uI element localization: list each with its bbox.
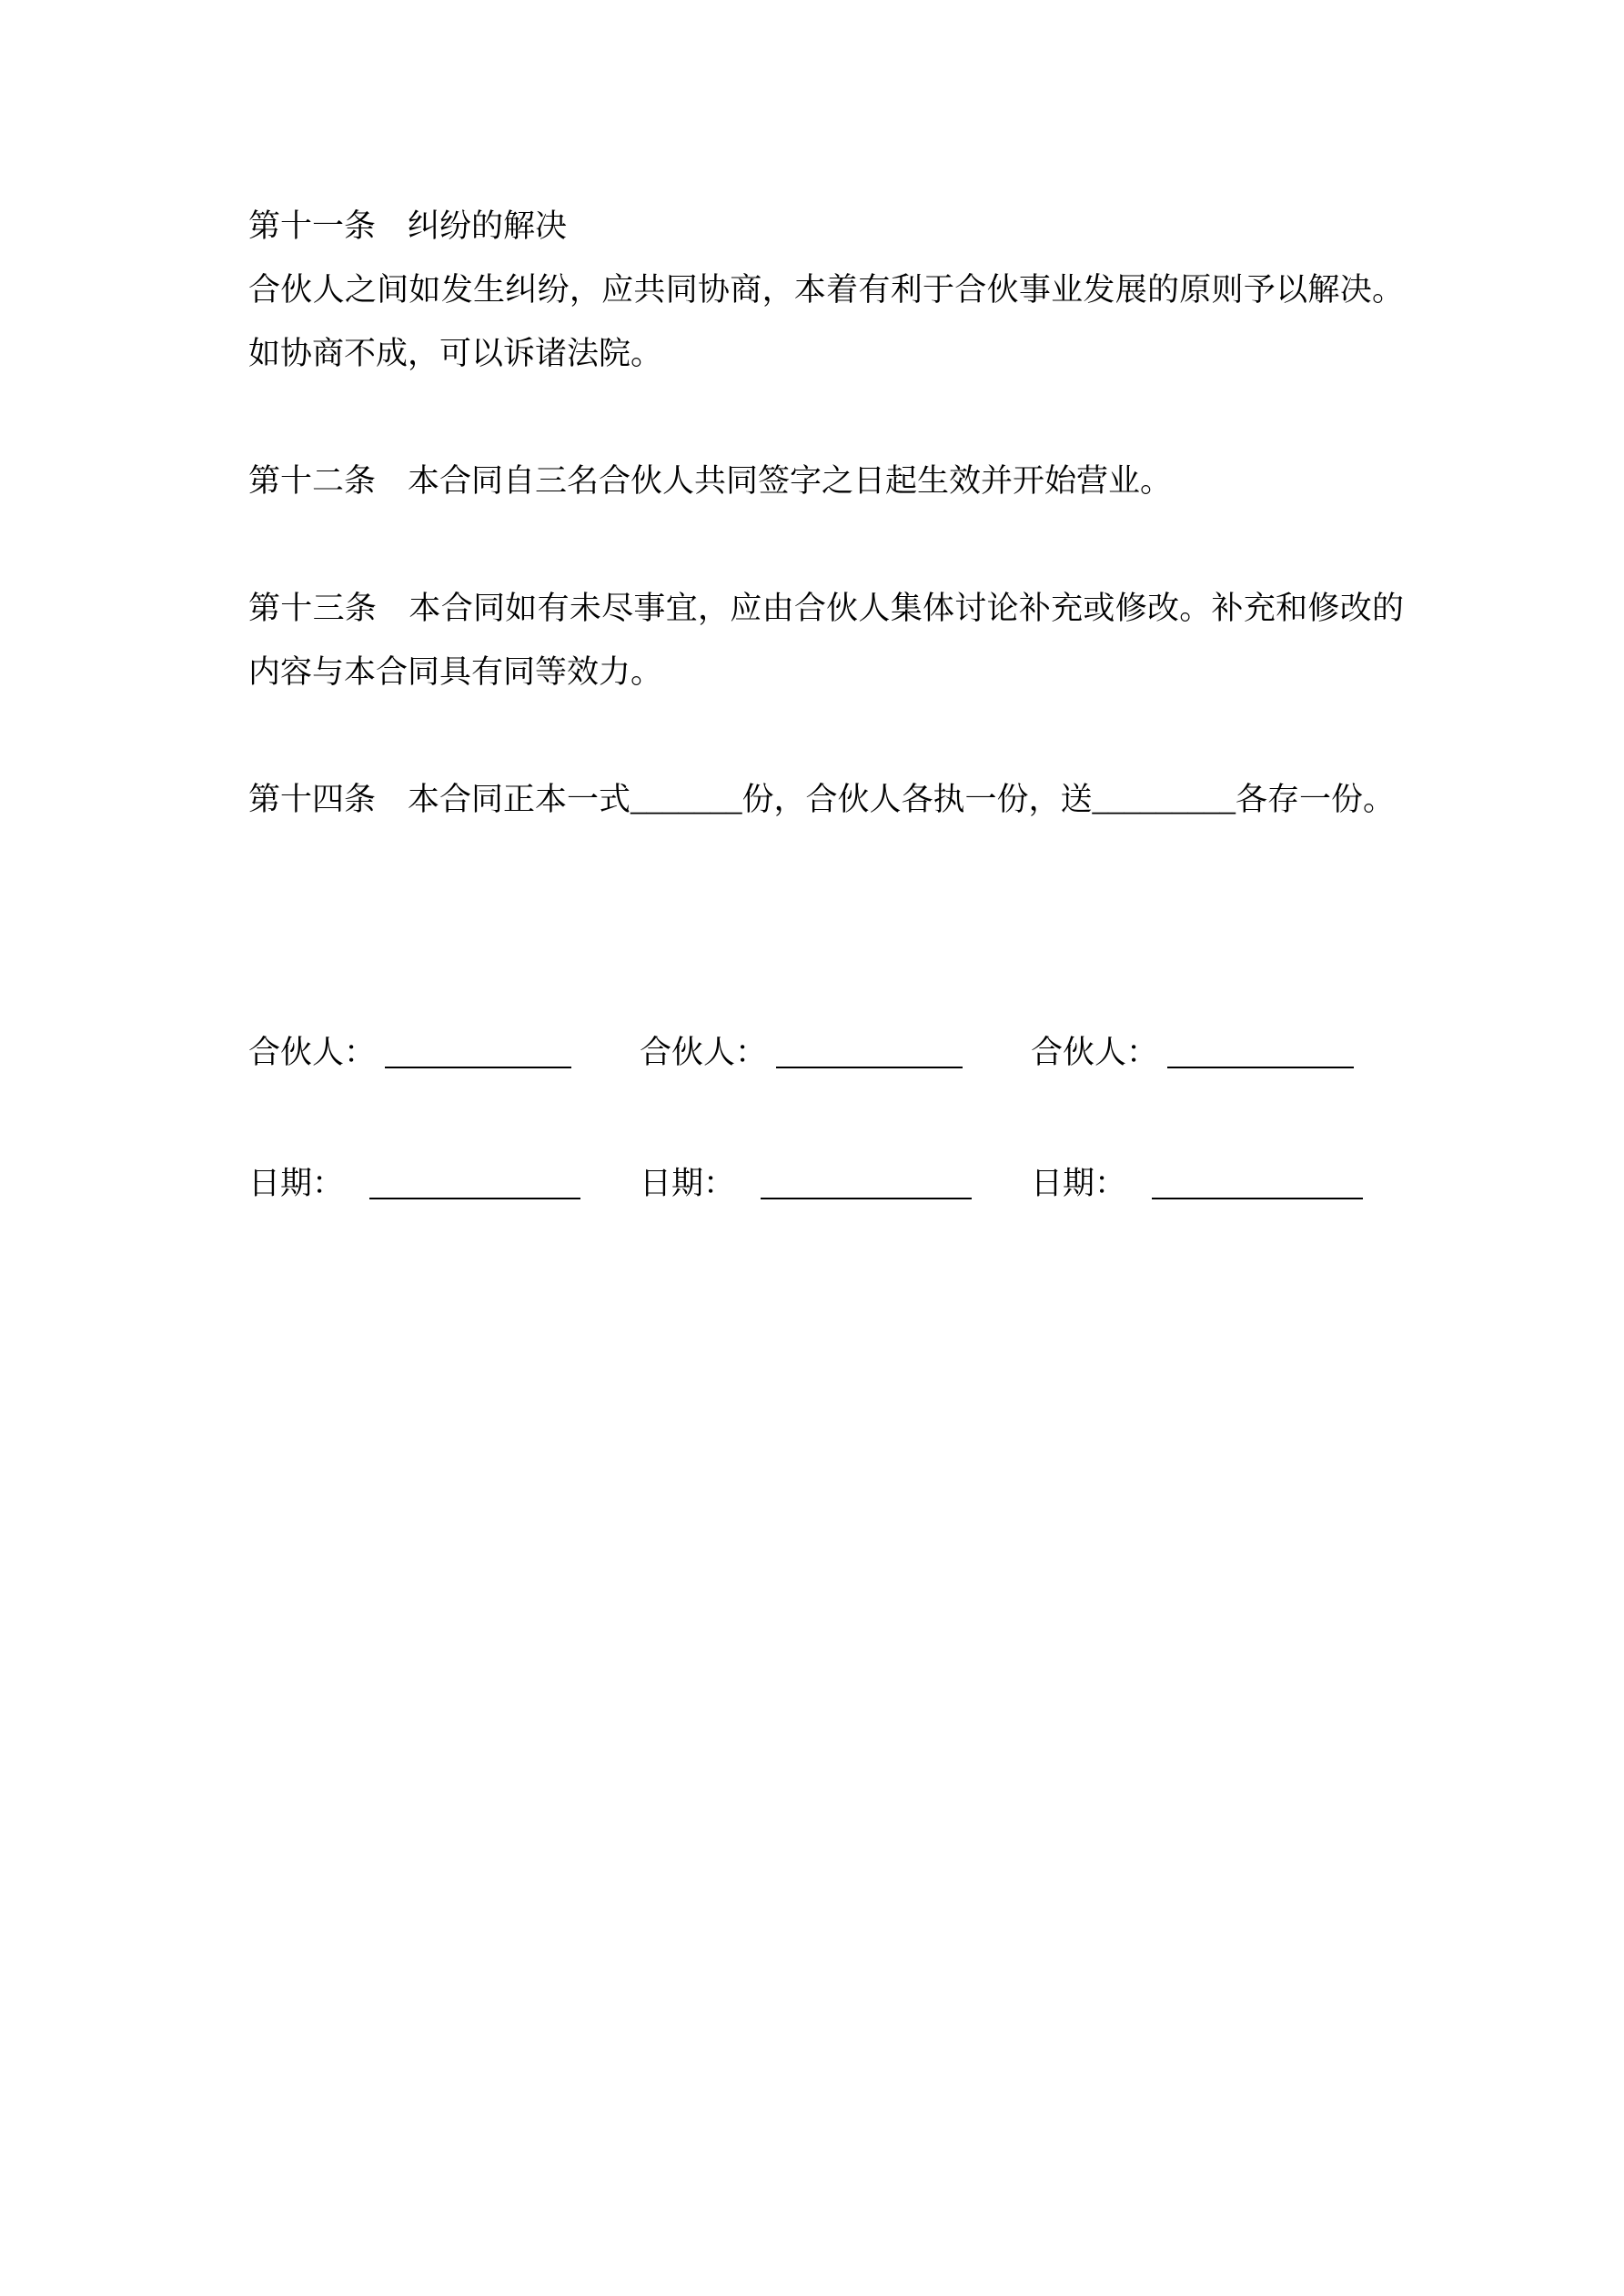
- date-blank-1: [369, 1198, 580, 1199]
- partner-label-1: 合伙人：: [248, 1035, 377, 1070]
- partner-label-3: 合伙人：: [1031, 1035, 1159, 1070]
- article-11: [248, 195, 1404, 386]
- date-blank-3: [1152, 1198, 1363, 1199]
- date-blank-2: [761, 1198, 972, 1199]
- partner-signature-1: [248, 1030, 640, 1076]
- article-12-body: 第十二条 本合同自三名合伙人共同签字之日起生效并开始营业。: [248, 463, 1173, 499]
- date-3: [1031, 1161, 1422, 1207]
- date-2: [640, 1161, 1031, 1207]
- date-1: [248, 1161, 640, 1207]
- date-label-2: 日期：: [640, 1166, 736, 1201]
- partner-signature-3: [1031, 1030, 1422, 1076]
- partner-label-2: 合伙人：: [640, 1035, 768, 1070]
- date-label-1: 日期：: [248, 1166, 345, 1201]
- article-13-body: 第十三条 本合同如有未尽事宜，应由合伙人集体讨论补充或修改。补充和修改的内容与本合同具有同等效力。: [248, 591, 1404, 690]
- partner-signature-blank-3: [1167, 1067, 1354, 1068]
- partner-signature-blank-2: [776, 1067, 963, 1068]
- article-14: [248, 768, 1404, 832]
- date-label-3: 日期：: [1031, 1166, 1127, 1201]
- date-row: [248, 1161, 1404, 1207]
- partner-signature-2: [640, 1030, 1031, 1076]
- article-13: [248, 577, 1404, 704]
- article-11-body: 合伙人之间如发生纠纷，应共同协商，本着有利于合伙事业发展的原则予以解决。如协商不成，可以诉诸法院。: [248, 272, 1404, 371]
- article-11-heading: 第十一条 纠纷的解决: [248, 208, 568, 244]
- article-12: [248, 450, 1404, 513]
- partner-signature-blank-1: [385, 1067, 571, 1068]
- partner-signature-row: [248, 1030, 1404, 1076]
- article-14-body: 第十四条 本合同正本一式_______份，合伙人各执一份，送_________各存一份。: [248, 782, 1396, 817]
- contract-content: [248, 195, 1404, 1207]
